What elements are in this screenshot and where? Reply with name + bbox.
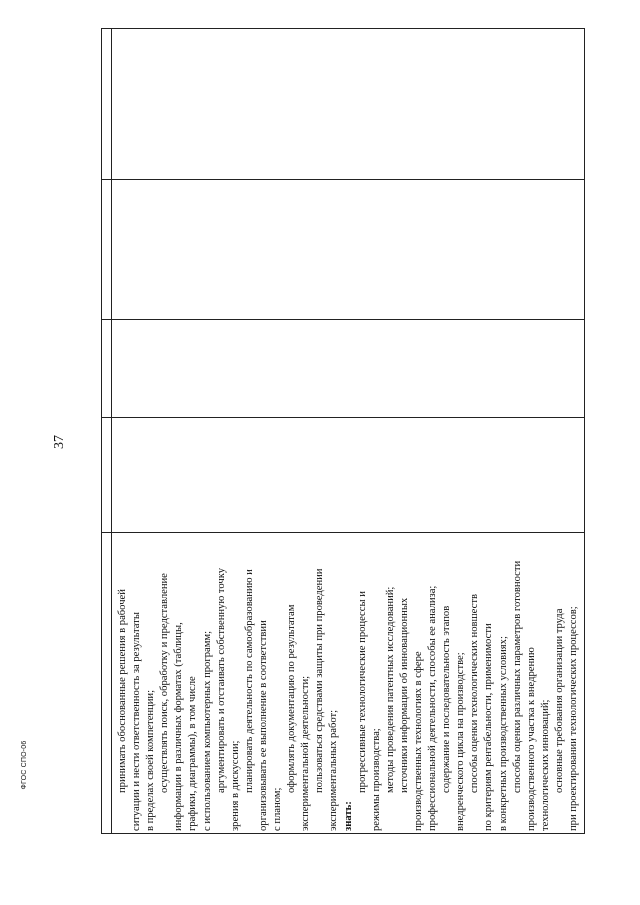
footer-standard-code: ФГОС СПО-06 (21, 740, 28, 790)
text-line: методы проведения патентных исследований; (384, 586, 396, 793)
text-line: знать: (342, 801, 354, 831)
table-top-strip-cell-1 (102, 533, 112, 834)
text-line: графики, диаграммы), в том числе (187, 676, 199, 831)
text-line: экспериментальных работ; (328, 709, 340, 831)
table-top-strip-cell-2 (102, 418, 112, 533)
text-line: зрения в дискуссии; (229, 740, 241, 831)
table-top-strip-cell-4 (102, 180, 112, 320)
text-line: по критериям рентабельности, применимости (483, 623, 495, 831)
text-line: в пределах своей компетенции; (145, 689, 157, 831)
table-cell-col-4 (112, 180, 585, 320)
text-line: осуществлять поиск, обработку и представление (159, 573, 171, 793)
text-line: ситуации и нести ответственность за результаты (131, 612, 143, 831)
competencies-text-block (116, 537, 581, 831)
table-top-strip-cell-3 (102, 320, 112, 418)
text-line: пользоваться средствами защиты при проведении (314, 568, 326, 793)
text-line: принимать обоснованные решения в рабочей (117, 589, 128, 793)
text-line: режимы производства; (370, 728, 382, 831)
text-line: планировать деятельность по самообразованию и (243, 569, 255, 793)
table-cell-col-2 (112, 418, 585, 533)
text-line: содержание и последовательность этапов (441, 605, 453, 793)
text-line: аргументировать и отстаивать собственную точку (215, 567, 227, 793)
text-line: при проектировании технологических процессов; (568, 606, 579, 831)
text-line: с использованием компьютерных программ; (201, 630, 213, 831)
text-line: внедренческого цикла на производстве; (455, 652, 467, 831)
page-number: 37 (52, 435, 67, 449)
text-line: с планом; (272, 787, 284, 831)
text-line: источники информации об инновационных (398, 597, 410, 793)
table-cell-col-5 (112, 29, 585, 180)
text-line: профессиональной деятельности, способы ее анализа; (427, 585, 439, 831)
text-line: экспериментальной деятельности; (300, 675, 312, 831)
competencies-text-cell (112, 533, 585, 834)
table-cell-col-3 (112, 320, 585, 418)
text-line: способы оценки технологических новшеств (469, 594, 481, 793)
text-line: производственных технологиях в сфере (412, 651, 424, 831)
text-line: информации в различных форматах (таблицы, (173, 622, 185, 831)
text-line: способы оценки различных параметров готовности (511, 560, 523, 793)
text-line: прогрессивные технологические процессы и (356, 591, 368, 793)
text-line: технологических инноваций; (539, 699, 551, 831)
text-line: оформлять документацию по результатам (286, 604, 298, 793)
text-line: в конкретных производственных условиях; (497, 636, 509, 831)
text-line: производственного участка к внедрению (525, 647, 537, 831)
text-line: основные требования организации труда (553, 608, 565, 793)
table-top-strip-cell-5 (102, 29, 112, 180)
text-line: организовывать ее выполнение в соответствии (257, 620, 269, 831)
document-table (101, 34, 585, 834)
